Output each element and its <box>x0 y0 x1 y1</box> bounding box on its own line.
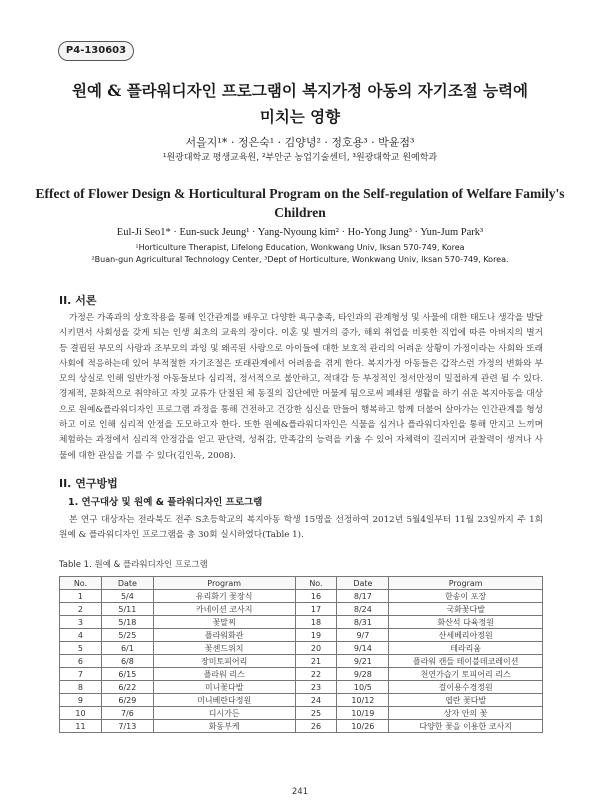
table-cell: 카네이션 코사지 <box>153 603 295 616</box>
table-header-row <box>60 577 543 590</box>
table-cell: 17 <box>295 603 337 616</box>
table-cell: 24 <box>295 694 337 707</box>
table-cell: 화산석 다육정원 <box>389 616 543 629</box>
table-cell: 4 <box>60 629 102 642</box>
english-title-line-2: Children <box>274 205 326 220</box>
table-cell: 걸이용수경정원 <box>389 681 543 694</box>
table-cell: 10/12 <box>337 694 389 707</box>
table-cell: 3 <box>60 616 102 629</box>
subsection-heading: 1. 연구대상 및 원예 & 플라워디자인 프로그램 <box>68 497 263 508</box>
table-cell: 꽃센드위치 <box>153 642 295 655</box>
table-cell: 19 <box>295 629 337 642</box>
table-cell: 다양한 꽃을 이용한 코사지 <box>389 720 543 733</box>
page-number: 241 <box>291 787 309 797</box>
section-heading-methods: II. 연구방법 <box>59 477 118 490</box>
table-cell: 화동부케 <box>153 720 295 733</box>
table-cell: 5/25 <box>101 629 153 642</box>
table-cell: 6/22 <box>101 681 153 694</box>
header-program-2: Program <box>389 577 543 590</box>
table-row <box>60 694 543 707</box>
table-cell: 5 <box>60 642 102 655</box>
table-cell: 국화꽃다발 <box>389 603 543 616</box>
table-caption: Table 1. 원예 & 플라워디자인 프로그램 <box>59 560 208 570</box>
table-cell: 16 <box>295 590 337 603</box>
table-cell: 9 <box>60 694 102 707</box>
table-cell: 미니베란다정원 <box>153 694 295 707</box>
table-cell: 6/8 <box>101 655 153 668</box>
table-cell: 디시가든 <box>153 707 295 720</box>
table-cell: 9/14 <box>337 642 389 655</box>
table-cell: 26 <box>295 720 337 733</box>
english-affiliation-line-2: ²Buan-gun Agricultural Technology Center, ³Dept of Horticulture, Wonkwang Univ, Iksan 570-749, Korea. <box>91 255 509 264</box>
table-cell: 한송이 포장 <box>389 590 543 603</box>
table-cell: 플라워 캔들 테이블데코레이션 <box>389 655 543 668</box>
english-authors: Eul-Ji Seo1* · Eun-suck Jeung¹ · Yang-Nyoung kim² · Ho-Yong Jung³ · Yun-Jum Park³ <box>116 227 484 238</box>
table-cell: 8/17 <box>337 590 389 603</box>
header-date: Date <box>101 577 153 590</box>
table-row <box>60 668 543 681</box>
table-cell: 6/1 <box>101 642 153 655</box>
table-cell: 테라리움 <box>389 642 543 655</box>
table-cell: 5/18 <box>101 616 153 629</box>
korean-title-line-1: 원예 & 플라워디자인 프로그램이 복지가정 아동의 자기조절 능력에 <box>71 81 529 100</box>
table-cell: 7/6 <box>101 707 153 720</box>
english-affiliation-line-1: ¹Horticulture Therapist, Lifelong Education, Wonkwang Univ, Iksan 570-749, Korea <box>135 243 465 252</box>
table-cell: 10/19 <box>337 707 389 720</box>
table-cell: 18 <box>295 616 337 629</box>
table-cell: 9/28 <box>337 668 389 681</box>
english-title <box>30 184 570 222</box>
table-cell: 5/11 <box>101 603 153 616</box>
table-cell: 엽란 꽃다발 <box>389 694 543 707</box>
table-cell: 5/4 <box>101 590 153 603</box>
english-title-line-1: Effect of Flower Design & Horticultural Program on the Self-regulation of Welfare Family's <box>35 186 565 201</box>
section-heading-introduction: II. 서론 <box>59 294 97 307</box>
korean-authors: 서을지¹* · 정은숙¹ · 김양녕² · 정호용³ · 박윤점³ <box>185 136 415 149</box>
table-cell: 플라워화관 <box>153 629 295 642</box>
table-cell: 25 <box>295 707 337 720</box>
table-cell: 8 <box>60 681 102 694</box>
korean-title <box>60 78 540 130</box>
table-row <box>60 720 543 733</box>
english-affiliations <box>40 242 560 266</box>
table-cell: 천연가습기 토피어리 리스 <box>389 668 543 681</box>
header-no: No. <box>60 577 102 590</box>
table-cell: 9/21 <box>337 655 389 668</box>
table-cell: 9/7 <box>337 629 389 642</box>
table-cell: 산세베리아정원 <box>389 629 543 642</box>
header-program: Program <box>153 577 295 590</box>
table-cell: 8/31 <box>337 616 389 629</box>
abstract-code-badge: P4-130603 <box>58 41 134 61</box>
table-row <box>60 603 543 616</box>
header-no-2: No. <box>295 577 337 590</box>
table-cell: 11 <box>60 720 102 733</box>
table-row <box>60 590 543 603</box>
table-cell: 6/15 <box>101 668 153 681</box>
table-cell: 6 <box>60 655 102 668</box>
table-cell: 6/29 <box>101 694 153 707</box>
table-cell: 유리화기 꽃장식 <box>153 590 295 603</box>
table-row <box>60 642 543 655</box>
table-row <box>60 629 543 642</box>
table-row <box>60 681 543 694</box>
header-date-2: Date <box>337 577 389 590</box>
table-cell: 10/5 <box>337 681 389 694</box>
methods-paragraph: 본 연구 대상자는 전라북도 전주 S초등학교의 복지아동 학생 15명을 선정하여 2012년 5월4일부터 11월 23일까지 주 1회 원예 & 플라워디자인 프로그램을 총 30회 실시하였다(Table 1). <box>59 515 543 541</box>
table-cell: 23 <box>295 681 337 694</box>
table-cell: 8/24 <box>337 603 389 616</box>
table-cell: 7/13 <box>101 720 153 733</box>
korean-affiliations: ¹원광대학교 평생교육원, ²부안군 농업기술센터, ³원광대학교 원예학과 <box>162 153 438 163</box>
table-cell: 10/26 <box>337 720 389 733</box>
table-cell: 플라워 리스 <box>153 668 295 681</box>
table-row <box>60 655 543 668</box>
introduction-paragraph: 가정은 가족과의 상호작용을 통해 인간관계를 배우고 다양한 욕구충족, 타인과의 관계형성 및 사물에 대한 태도나 생각을 발달시키면서 사회성을 갖게 되는 인생 최초의 교육의 장이다. 이혼 및 별거의 증가, 해외 취업을 비롯한 직업에 따른 아버지의 별거 등 결핍된 부모의 사랑과 조부모의 과잉 및 왜곡된 사랑으로 아이들에 대한 보호적 관리의 어려운 상황이 가정이라는 사회와 또래사회에 적응하는데 있어 부적절한 자기조절은 또래관계에서 어려움을 겪게 한다. 복지가정 아동들은 갑작스런 가정의 변화와 부모의 상실로 인해 일반가정 아동들보다 심리적, 정서적으로 불안하고, 적대감 등 부정적인 정서만정이 밀접하게 관련 될 수 있다. 경제적, 문화적으로 취약하고 자칫 교류가 단절된 체 동질의 집단에만 머물게 됨으로써 폐쇄된 생활을 하기 쉬운 복지아동을 대상으로 원예&플라워디자인 프로그램 과정을 통해 건전하고 건강한 심신을 만들어 행복하고 함께 더불어 살아가는 인간관계를 형성하고 이로 인해 심리적 안정을 도모하고자 한다. 또한 원예&플라워디자인은 식물을 심거나 플라워디자인을 통해 만지고 느끼며 체험하는 과정에서 심리적 안정감을 얻고 판단력, 성취감, 만족감의 능력을 키울 수 있어 자체력이 길러지며 관찰력이 생겨나 사물에 대한 관심을 기를 수 있다(김인옥, 2008). <box>59 313 543 461</box>
table-row <box>60 707 543 720</box>
table-cell: 20 <box>295 642 337 655</box>
table-cell: 21 <box>295 655 337 668</box>
table-cell: 2 <box>60 603 102 616</box>
program-table <box>59 576 543 733</box>
table-cell: 미니꽃다발 <box>153 681 295 694</box>
table-cell: 10 <box>60 707 102 720</box>
table-cell: 7 <box>60 668 102 681</box>
table-row <box>60 616 543 629</box>
table-cell: 1 <box>60 590 102 603</box>
table-cell: 22 <box>295 668 337 681</box>
table-cell: 장미토피어리 <box>153 655 295 668</box>
korean-title-line-2: 미치는 영향 <box>259 107 341 126</box>
table-cell: 꽃말찌 <box>153 616 295 629</box>
table-cell: 상자 안의 꽃 <box>389 707 543 720</box>
